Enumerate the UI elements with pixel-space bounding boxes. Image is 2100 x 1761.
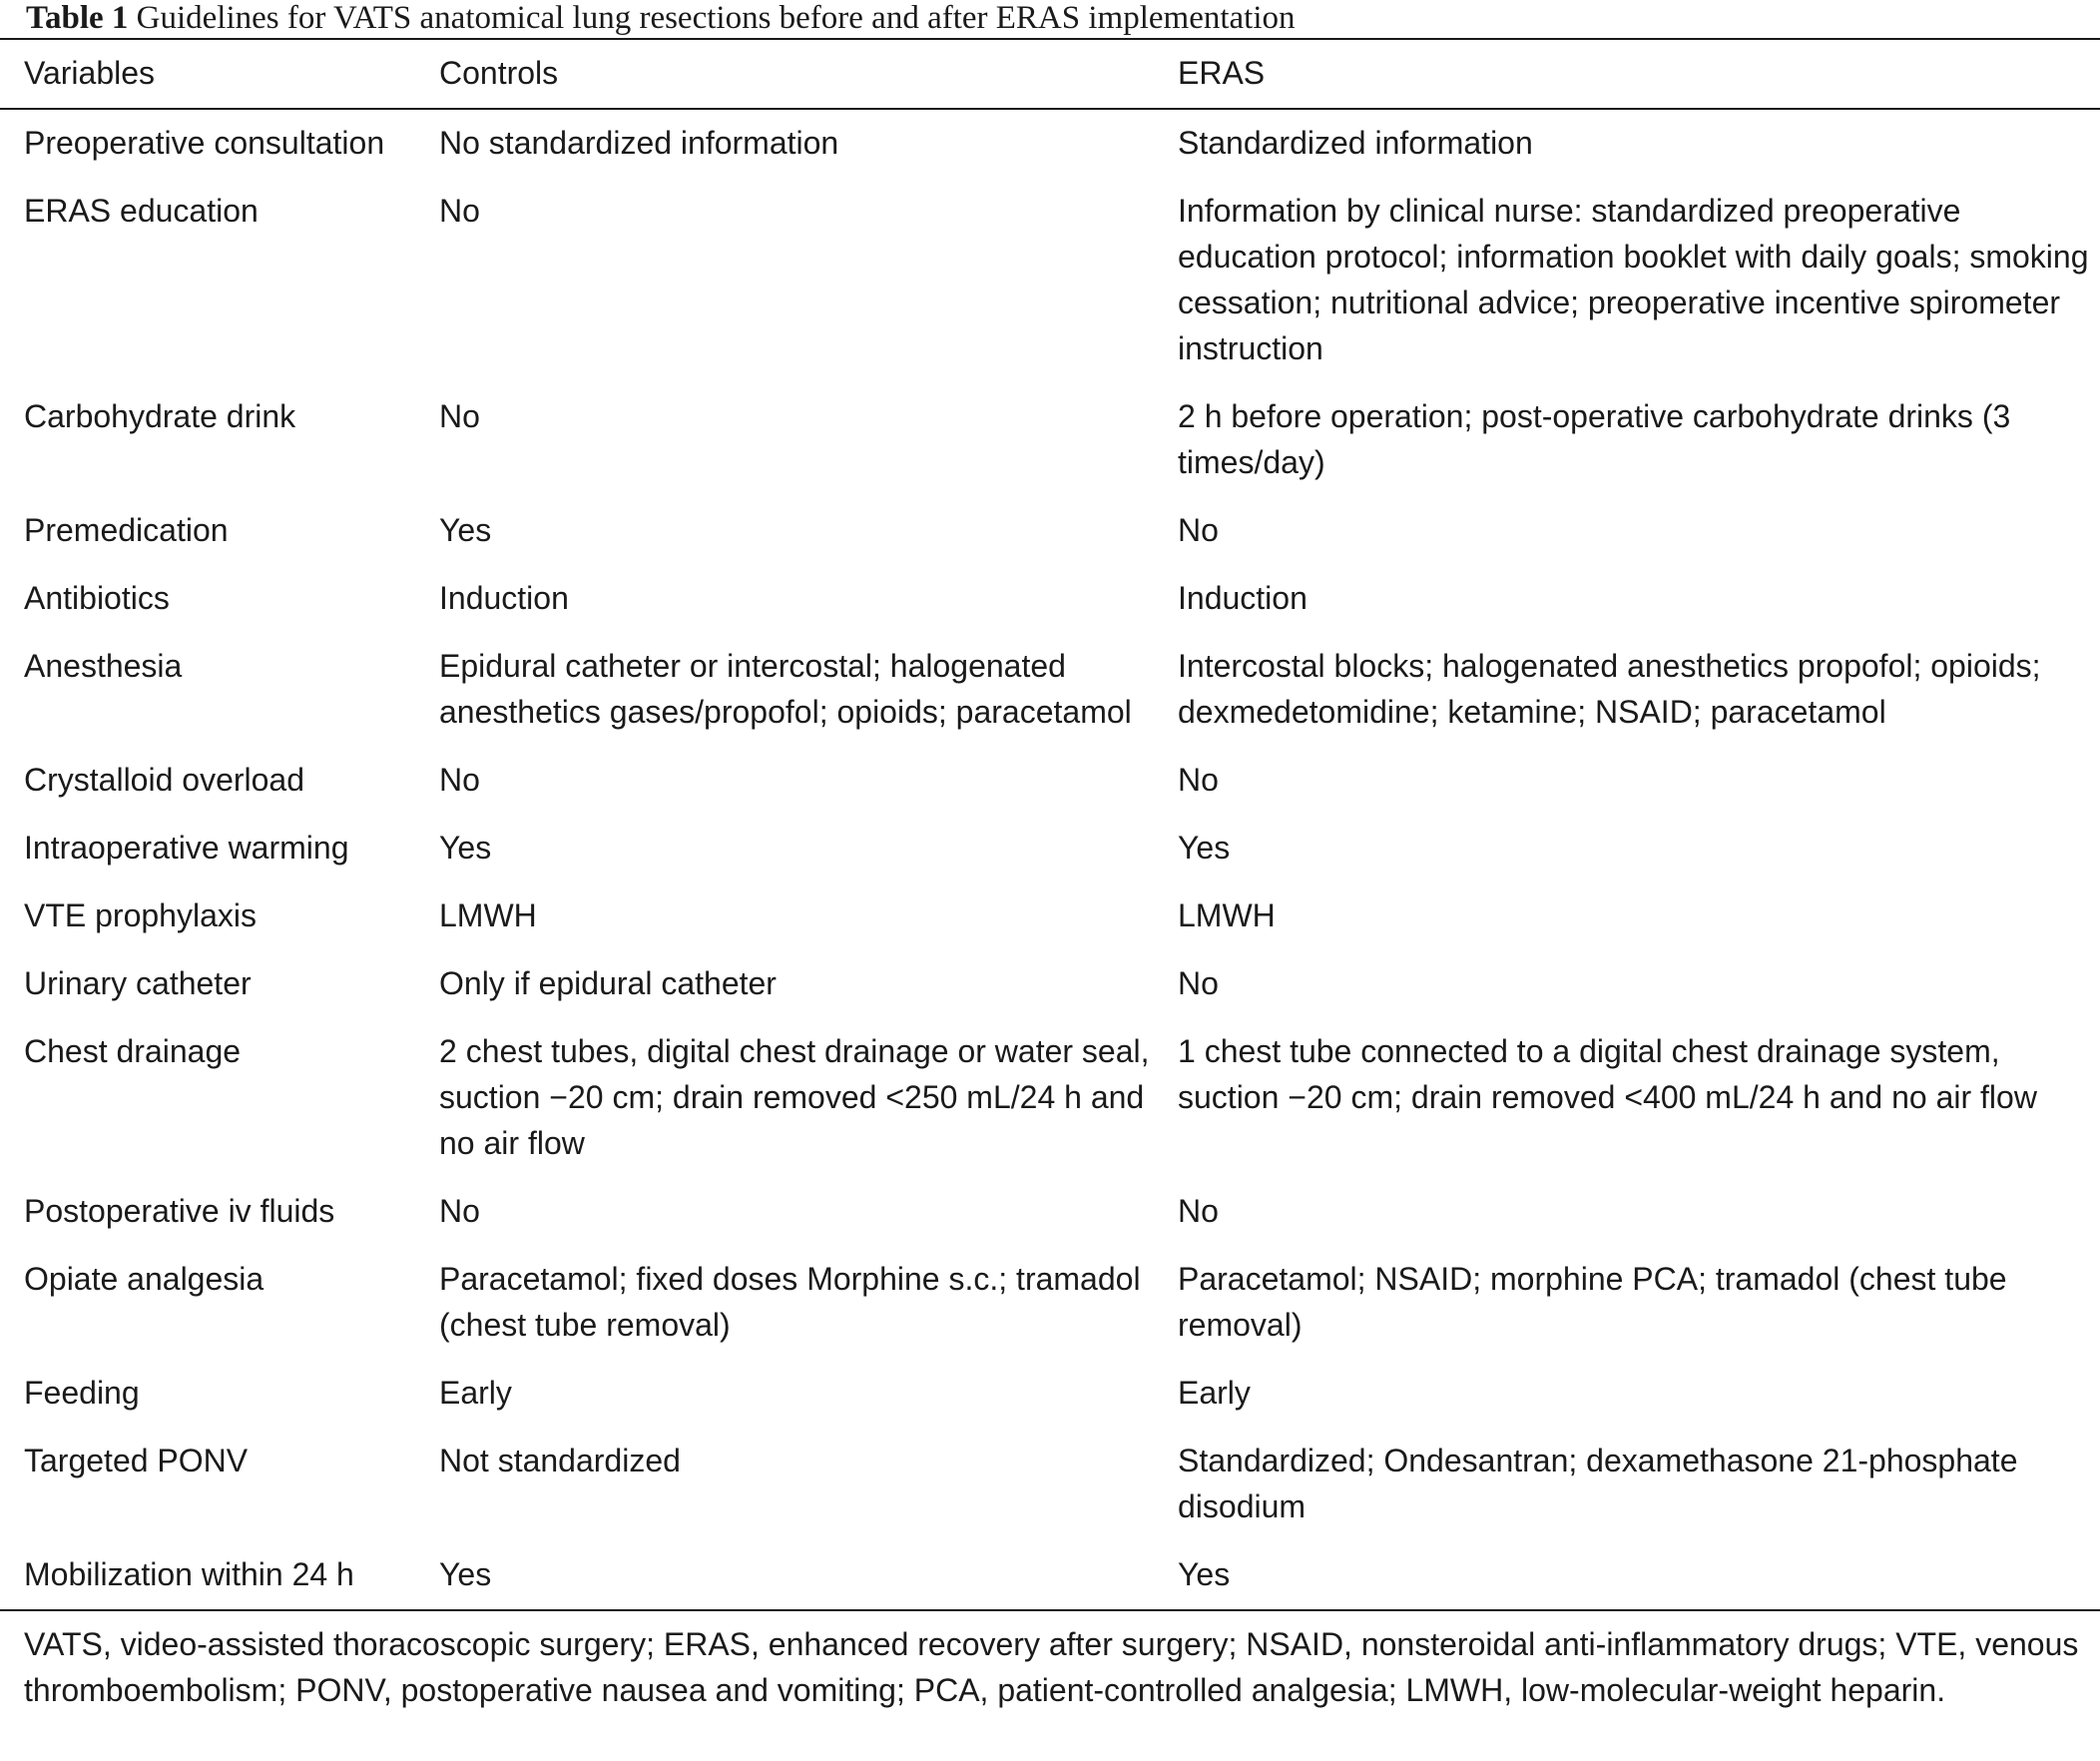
cell-variable: Anesthesia	[24, 648, 183, 684]
cell-controls: LMWH	[439, 897, 537, 933]
cell-eras: Early	[1178, 1375, 1251, 1411]
cell-variable: ERAS education	[24, 193, 259, 229]
cell-eras: No	[1178, 1193, 1219, 1229]
cell-eras: Yes	[1178, 830, 1231, 866]
table-row	[0, 950, 2100, 1018]
header-eras: ERAS	[1178, 39, 2100, 109]
cell-variable: Premedication	[24, 512, 229, 548]
table-row	[0, 633, 2100, 747]
table-row	[0, 178, 2100, 383]
table-row	[0, 1018, 2100, 1178]
header-controls: Controls	[439, 39, 1178, 109]
table-row	[0, 109, 2100, 178]
cell-variable: Crystalloid overload	[24, 762, 305, 798]
cell-variable: Intraoperative warming	[24, 830, 349, 866]
cell-eras: Standardized information	[1178, 125, 1533, 161]
cell-variable: Urinary catheter	[24, 965, 252, 1001]
cell-controls: No standardized information	[439, 125, 839, 161]
cell-controls: Not standardized	[439, 1443, 681, 1478]
cell-eras: No	[1178, 965, 1219, 1001]
cell-variable: Postoperative iv fluids	[24, 1193, 335, 1229]
cell-eras: LMWH	[1178, 897, 1276, 933]
table-caption	[0, 0, 2100, 38]
cell-eras: Standardized; Ondesantran; dexamethasone 21-phosphate disodium	[1178, 1443, 2018, 1524]
header-row	[0, 39, 2100, 109]
cell-variable: Preoperative consultation	[24, 125, 385, 161]
table-caption-title: Guidelines for VATS anatomical lung resections before and after ERAS implementation	[136, 0, 1296, 36]
cell-controls: No	[439, 762, 480, 798]
cell-variable: Opiate analgesia	[24, 1261, 264, 1297]
table-row	[0, 815, 2100, 882]
table-row	[0, 1541, 2100, 1610]
table-row	[0, 1360, 2100, 1428]
cell-controls: Only if epidural catheter	[439, 965, 777, 1001]
table-row	[0, 1246, 2100, 1360]
cell-controls: Yes	[439, 512, 492, 548]
table-row	[0, 1178, 2100, 1246]
table-row	[0, 1428, 2100, 1541]
table-row	[0, 747, 2100, 815]
cell-controls: No	[439, 1193, 480, 1229]
cell-controls: No	[439, 398, 480, 434]
cell-variable: Mobilization within 24 h	[0, 1541, 439, 1610]
cell-controls: Early	[439, 1375, 512, 1411]
table-row	[0, 565, 2100, 633]
cell-variable: Carbohydrate drink	[24, 398, 296, 434]
guidelines-table	[0, 38, 2100, 1611]
table-caption-label: Table 1	[26, 0, 129, 36]
cell-controls: Yes	[439, 830, 492, 866]
cell-controls: Epidural catheter or intercostal; halogenated anesthetics gases/propofol; opioids; paracetamol	[439, 648, 1132, 730]
cell-controls: 2 chest tubes, digital chest drainage or water seal, suction −20 cm; drain removed <250 mL/24 h and no air flow	[439, 1033, 1150, 1161]
cell-controls: Yes	[439, 1541, 1178, 1610]
table-row	[0, 497, 2100, 565]
cell-variable: Targeted PONV	[24, 1443, 249, 1478]
cell-eras: Paracetamol; NSAID; morphine PCA; tramadol (chest tube removal)	[1178, 1261, 2007, 1343]
cell-variable: VTE prophylaxis	[24, 897, 257, 933]
table-footnote: VATS, video-assisted thoracoscopic surgery; ERAS, enhanced recovery after surgery; NSAID, nonsteroidal anti-inflammatory drugs; VTE, venous thromboembolism; PONV, postoperative nausea and vomiting; PCA, patient-controlled analgesia; LMWH, low-molecular-weight heparin.	[24, 1626, 2079, 1708]
cell-eras: Induction	[1178, 580, 1308, 616]
cell-eras: No	[1178, 512, 1219, 548]
header-variables: Variables	[0, 39, 439, 109]
table-row	[0, 882, 2100, 950]
cell-variable: Feeding	[24, 1375, 140, 1411]
cell-eras: No	[1178, 762, 1219, 798]
cell-controls: No	[439, 193, 480, 229]
cell-eras: Intercostal blocks; halogenated anesthetics propofol; opioids; dexmedetomidine; ketamine; NSAID; paracetamol	[1178, 648, 2041, 730]
cell-variable: Chest drainage	[24, 1033, 242, 1069]
cell-eras: Yes	[1178, 1541, 2100, 1610]
table-header	[0, 39, 2100, 109]
cell-eras: 1 chest tube connected to a digital chest drainage system, suction −20 cm; drain removed <400 mL/24 h and no air flow	[1178, 1033, 2037, 1115]
cell-controls: Induction	[439, 580, 569, 616]
cell-variable: Antibiotics	[24, 580, 170, 616]
table-body	[0, 109, 2100, 1610]
cell-eras: 2 h before operation; post-operative carbohydrate drinks (3 times/day)	[1178, 398, 2011, 480]
cell-eras: Information by clinical nurse: standardized preoperative education protocol; information booklet with daily goals; smoking cessation; nutritional advice; preoperative incentive spirometer instruction	[1178, 193, 2089, 366]
cell-controls: Paracetamol; fixed doses Morphine s.c.; tramadol (chest tube removal)	[439, 1261, 1141, 1343]
table-row	[0, 383, 2100, 497]
